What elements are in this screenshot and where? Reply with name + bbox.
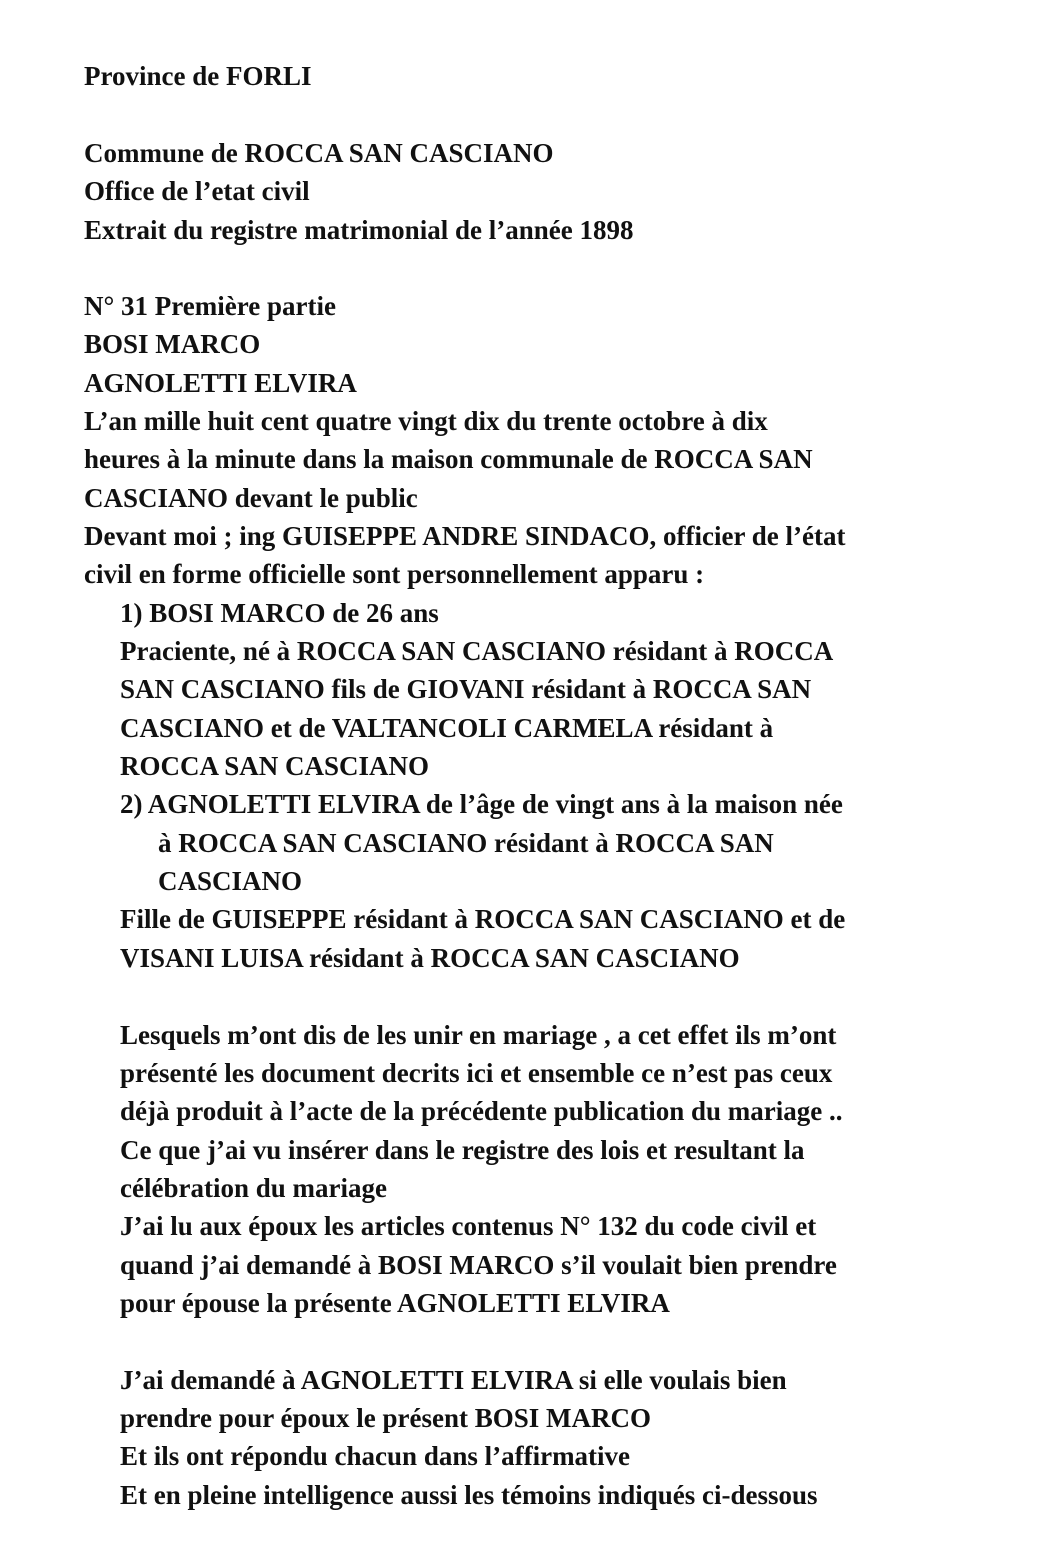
party1-line: SAN CASCIANO fils de GIOVANI résidant à ROCCA SAN (120, 674, 812, 704)
party2-parents-line: VISANI LUISA résidant à ROCCA SAN CASCIANO (120, 943, 740, 973)
commune-line: Commune de ROCCA SAN CASCIANO (84, 138, 554, 168)
paragraph1-line: déjà produit à l’acte de la précédente publication du mariage .. (120, 1096, 843, 1126)
paragraph1-line: pour épouse la présente AGNOLETTI ELVIRA (120, 1288, 670, 1318)
intro-line: Devant moi ; ing GUISEPPE ANDRE SINDACO, officier de l’état (84, 521, 846, 551)
party1-line: CASCIANO et de VALTANCOLI CARMELA résidant à (120, 713, 774, 743)
intro-line: CASCIANO devant le public (84, 483, 418, 513)
intro-line: heures à la minute dans la maison communale de ROCCA SAN (84, 444, 813, 474)
intro-line: L’an mille huit cent quatre vingt dix du trente octobre à dix (84, 406, 768, 436)
party2-line: 2) AGNOLETTI ELVIRA de l’âge de vingt ans à la maison née (120, 789, 843, 819)
office-line: Office de l’etat civil (84, 176, 310, 206)
party2-line: CASCIANO (158, 866, 303, 896)
intro-line: civil en forme officielle sont personnellement apparu : (84, 559, 705, 589)
paragraph2-line: prendre pour époux le présent BOSI MARCO (120, 1403, 652, 1433)
paragraph2-line: J’ai demandé à AGNOLETTI ELVIRA si elle voulais bien (120, 1365, 787, 1395)
party2-parents-line: Fille de GUISEPPE résidant à ROCCA SAN CASCIANO et de (120, 904, 846, 934)
bride-name: AGNOLETTI ELVIRA (84, 368, 357, 398)
paragraph1-line: Lesquels m’ont dis de les unir en mariage , a cet effet ils m’ont (120, 1020, 837, 1050)
paragraph1-line: J’ai lu aux époux les articles contenus N° 132 du code civil et (120, 1211, 817, 1241)
paragraph2-line: Et en pleine intelligence aussi les témoins indiqués ci-dessous (120, 1480, 818, 1510)
groom-name: BOSI MARCO (84, 329, 261, 359)
party1-line: 1) BOSI MARCO de 26 ans (120, 598, 439, 628)
paragraph1-line: Ce que j’ai vu insérer dans le registre des lois et resultant la (120, 1135, 805, 1165)
paragraph1-line: quand j’ai demandé à BOSI MARCO s’il voulait bien prendre (120, 1250, 837, 1280)
paragraph1-line: célébration du mariage (120, 1173, 387, 1203)
party1-line: ROCCA SAN CASCIANO (120, 751, 430, 781)
party1-line: Praciente, né à ROCCA SAN CASCIANO résidant à ROCCA (120, 636, 834, 666)
province-line: Province de FORLI (84, 61, 312, 91)
extract-line: Extrait du registre matrimonial de l’année 1898 (84, 215, 634, 245)
paragraph1-line: présenté les document decrits ici et ensemble ce n’est pas ceux (120, 1058, 833, 1088)
party2-line: à ROCCA SAN CASCIANO résidant à ROCCA SAN (158, 828, 774, 858)
record-number: N° 31 Première partie (84, 291, 336, 321)
paragraph2-line: Et ils ont répondu chacun dans l’affirmative (120, 1441, 631, 1471)
